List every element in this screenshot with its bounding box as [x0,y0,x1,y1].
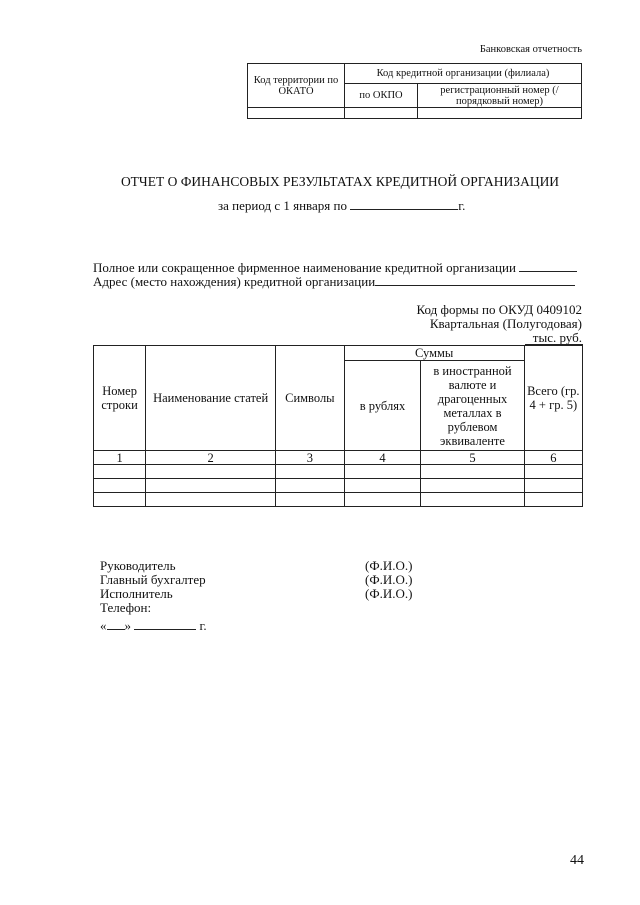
org-code-header: Код кредитной организации (филиала) [345,64,582,84]
financial-results-table [93,345,583,507]
day-field [107,617,125,630]
date-suffix: г. [199,618,207,633]
org-address-label: Адрес (место нахождения) кредитной организации [93,274,376,289]
org-address-line [93,273,575,289]
period-prefix: за период с 1 января по [218,198,347,213]
total-header: Всего (гр. 4 + гр. 5) [524,346,582,451]
periodicity: Квартальная (Полугодовая) [429,316,582,331]
codes-table [247,63,582,119]
reg-number-cell [418,108,582,119]
period-line [218,197,465,213]
page-number: 44 [570,853,584,868]
signature-date-line [100,617,207,633]
org-name-field [519,259,577,272]
sums-header: Суммы [344,346,524,361]
head-fio: (Ф.И.О.) [365,558,413,573]
phone-label: Телефон: [100,600,152,615]
date-close-quote: » [124,618,131,633]
table-row [94,493,583,507]
org-name-label: Полное или сокращенное фирменное наименование кредитной организации [93,260,516,275]
reporting-type: Банковская отчетность [479,44,582,55]
period-suffix: г. [458,198,466,213]
column-number: 3 [276,451,345,465]
report-title: ОТЧЕТ О ФИНАНСОВЫХ РЕЗУЛЬТАТАХ КРЕДИТНОЙ ОРГАНИЗАЦИИ [120,174,560,189]
reg-number-header: регистрационный номер (/порядковый номер) [418,84,582,108]
item-name-header: Наименование статей [146,346,276,451]
chief-accountant-label: Главный бухгалтер [100,572,206,587]
column-number: 5 [421,451,524,465]
column-number: 4 [344,451,421,465]
territory-code-header: Код территории по ОКАТО [248,64,345,108]
okpo-cell [345,108,418,119]
territory-code-cell [248,108,345,119]
period-date-field [350,197,458,210]
column-number: 2 [146,451,276,465]
table-row [94,465,583,479]
symbols-header: Символы [276,346,345,451]
okud-code: Код формы по ОКУД 0409102 [416,302,582,317]
row-number-header: Номер строки [94,346,146,451]
column-number: 6 [524,451,582,465]
executor-label: Исполнитель [100,586,173,601]
chief-accountant-fio: (Ф.И.О.) [365,572,413,587]
units: тыс. руб. [532,330,582,345]
column-number: 1 [94,451,146,465]
head-label: Руководитель [100,558,176,573]
org-address-field [375,273,575,286]
rubles-header: в рублях [344,361,421,451]
okpo-header: по ОКПО [345,84,418,108]
date-open-quote: « [100,618,107,633]
month-field [134,617,196,630]
executor-fio: (Ф.И.О.) [365,586,413,601]
table-row [94,479,583,493]
foreign-currency-header: в иностранной валюте и драгоценных металлах в рублевом эквиваленте [421,361,524,451]
